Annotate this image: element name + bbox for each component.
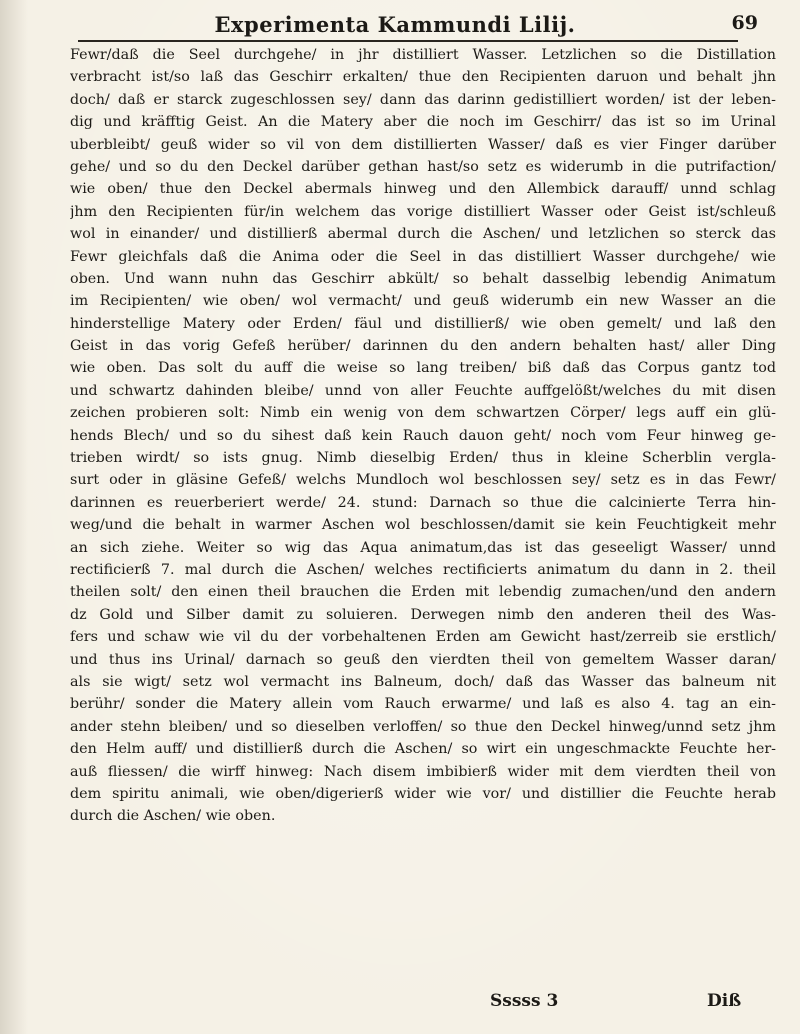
text-line: hends Blech/ und so du sihest daß kein Rauch dauon geht/ noch vom Feur hinweg ge- (70, 427, 776, 444)
signature-mark: Sssss 3 (490, 991, 559, 1011)
page-number: 69 (731, 12, 758, 34)
running-head: Experimenta Kammundi Lilij. (214, 12, 576, 37)
text-line: verbracht ist/so laß das Geschirr erkalten/ thue den Recipienten daruon und behalt jhn (70, 69, 776, 86)
text-line: und schwartz dahinden bleibe/ unnd von aller Feuchte auffgelößt/welches du mit disen (70, 382, 776, 399)
catchword: Diß (707, 991, 742, 1011)
text-line: weg/und die behalt in warmer Aschen wol beschlossen/damit sie kein Feuchtigkeit mehr (70, 517, 776, 534)
text-line: oben. Und wann nuhn das Geschirr abkült/ so behalt dasselbig lebendig Animatum (70, 270, 776, 287)
text-line: dig und kräfftig Geist. An die Matery aber die noch im Geschirr/ das ist so im Urinal (70, 114, 776, 131)
text-line: als sie wigt/ setz wol vermacht ins Balneum, doch/ daß das Wasser das balneum nit (70, 673, 776, 690)
page-header (90, 6, 758, 37)
text-line: hinderstellige Matery oder Erden/ fäul und distillierß/ wie oben gemelt/ und laß den (70, 315, 776, 332)
text-line: Fewr gleichfals daß die Anima oder die Seel in das distilliert Wasser durchgehe/ wie (70, 248, 776, 265)
text-line: berühr/ sonder die Matery allein vom Rauch erwarme/ und laß es also 4. tag an ein- (70, 696, 776, 713)
text-line: uberbleibt/ geuß wider so vil von dem distillierten Wasser/ daß es vier Finger darüber (70, 136, 776, 153)
text-line: wie oben/ thue den Deckel abermals hinweg und den Allembick darauff/ unnd schlag (70, 181, 776, 198)
text-line: trieben wirdt/ so ists gnug. Nimb dieselbig Erden/ thus in kleine Scherblin vergla- (70, 450, 776, 467)
text-line: doch/ daß er starck zugeschlossen sey/ dann das darinn gedistilliert worden/ ist der leben- (70, 91, 776, 108)
body-text (70, 44, 776, 828)
text-line: rectificierß 7. mal durch die Aschen/ welches rectificierts animatum du dann in 2. theil (70, 561, 776, 578)
text-line: fers und schaw wie vil du der vorbehaltenen Erden am Gewicht hast/zerreib sie erstlich/ (70, 629, 776, 646)
text-line: an sich ziehe. Weiter so wig das Aqua animatum,das ist das geseeligt Wasser/ unnd (70, 539, 776, 556)
text-line: darinnen es reuerberiert werde/ 24. stund: Darnach so thue die calcinierte Terra hin- (70, 494, 776, 511)
text-line: wol in einander/ und distillierß abermal durch die Aschen/ und letzlichen so sterck das (70, 226, 776, 243)
page-gutter-shadow (0, 0, 28, 1034)
header-rule (78, 40, 738, 42)
text-line: den Helm auff/ und distillierß durch die Aschen/ so wirt ein ungeschmackte Feuchte her- (70, 741, 776, 758)
text-line: theilen solt/ den einen theil brauchen die Erden mit lebendig zumachen/und den andern (70, 584, 776, 601)
text-line: Geist in das vorig Gefeß herüber/ darinnen du den andern behalten hast/ aller Ding (70, 338, 776, 355)
page-footer (0, 991, 800, 1019)
text-line: ander stehn bleiben/ und so dieselben verloffen/ so thue den Deckel hinweg/unnd setz jhm (70, 718, 776, 735)
text-line: wie oben. Das solt du auff die weise so lang treiben/ biß daß das Corpus gantz tod (70, 360, 776, 377)
text-line: surt oder in gläsine Gefeß/ welchs Mundloch wol beschlossen sey/ setz es in das Fewr/ (70, 472, 776, 489)
text-line: dz Gold und Silber damit zu soluieren. Derwegen nimb den anderen theil des Was- (70, 606, 776, 623)
text-line: gehe/ und so du den Deckel darüber gethan hast/so setz es widerumb in die putrifaction/ (70, 158, 776, 175)
text-line: dem spiritu animali, wie oben/digerierß wider wie vor/ und distillier die Feuchte herab (70, 785, 776, 802)
text-line: jhm den Recipienten für/in welchem das vorige distilliert Wasser oder Geist ist/schleuß (70, 203, 776, 220)
text-line: zeichen probieren solt: Nimb ein wenig von dem schwartzen Cörper/ legs auff ein glü- (70, 405, 776, 422)
text-line: im Recipienten/ wie oben/ wol vermacht/ und geuß widerumb ein new Wasser an die (70, 293, 776, 310)
text-line: auß fliessen/ die wirff hinweg: Nach disem imbibierß wider mit dem vierdten theil von (70, 763, 776, 780)
text-line: Fewr/daß die Seel durchgehe/ in jhr distilliert Wasser. Letzlichen so die Distillation (70, 47, 776, 63)
text-line: und thus ins Urinal/ darnach so geuß den vierdten theil von gemeltem Wasser daran/ (70, 651, 776, 668)
text-line: durch die Aschen/ wie oben. (70, 808, 276, 825)
